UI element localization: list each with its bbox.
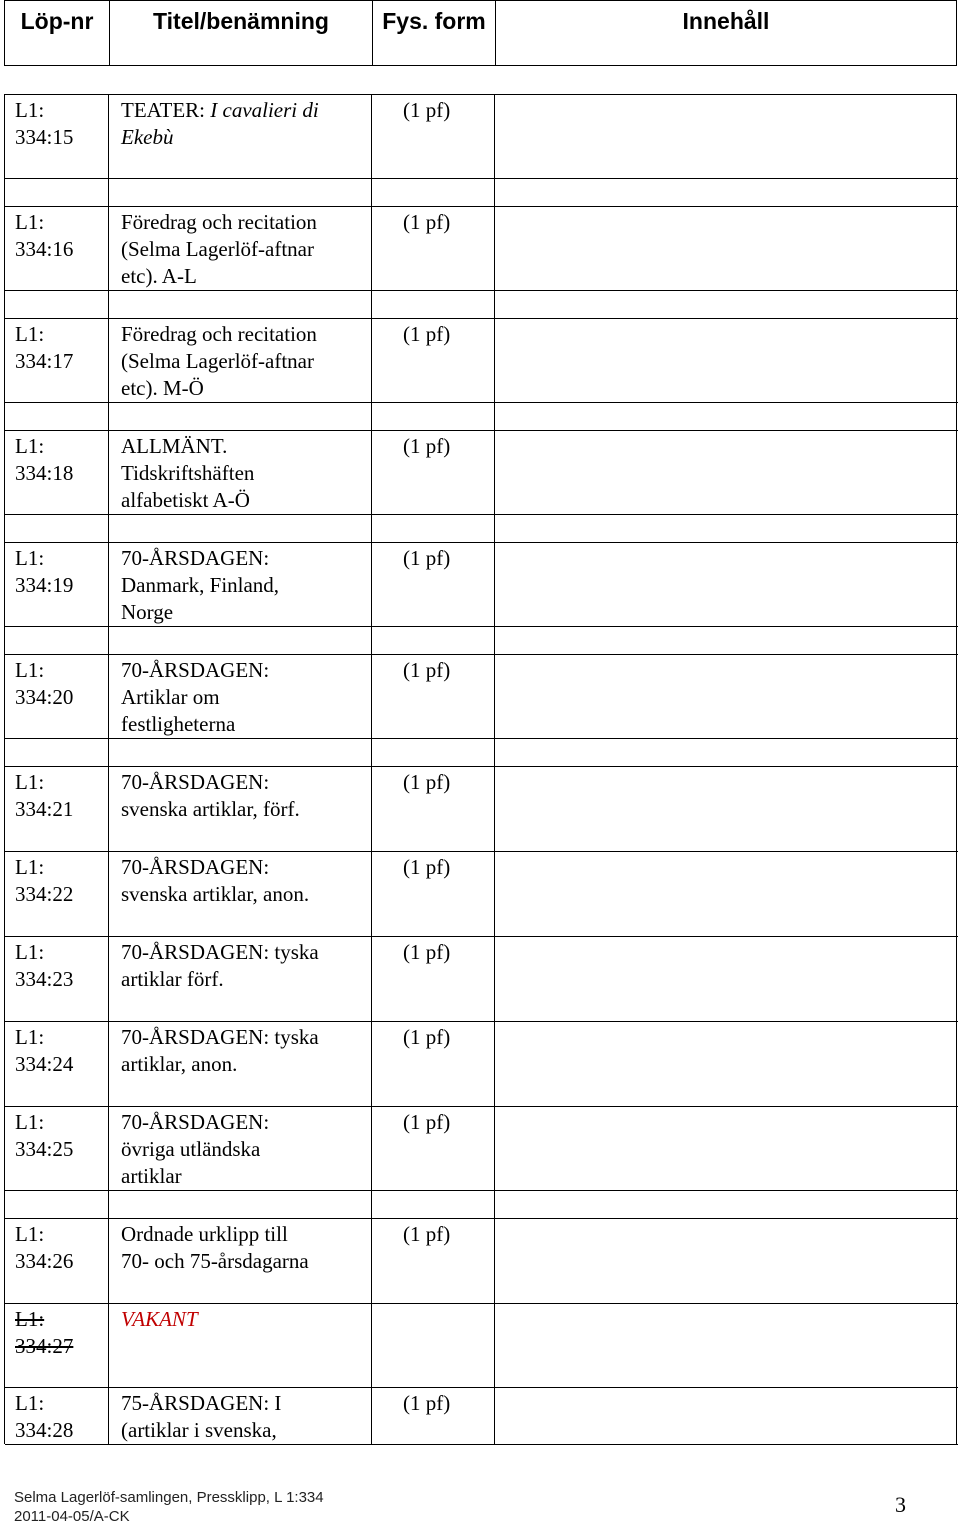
- row-divider: [5, 851, 958, 852]
- column-divider: [371, 95, 372, 1445]
- fys-cell: (1 pf): [403, 855, 451, 879]
- title-line: 70-ÅRSDAGEN:: [121, 658, 270, 682]
- row-divider: [5, 1106, 958, 1107]
- fys-cell: (1 pf): [403, 434, 451, 458]
- lopnr-prefix: L1:: [15, 770, 45, 794]
- title-line: övriga utländska: [121, 1137, 261, 1161]
- lopnr-cell: [15, 321, 101, 375]
- column-header-fys: Fys. form: [382, 8, 486, 34]
- title-line: Ekebù: [121, 125, 174, 149]
- title-line: (Selma Lagerlöf-aftnar: [121, 237, 314, 261]
- lopnr-cell: [15, 433, 101, 487]
- lopnr-number: 334:23: [15, 967, 74, 991]
- fys-cell: (1 pf): [403, 1391, 451, 1415]
- title-line: ALLMÄNT.: [121, 434, 228, 458]
- title-line: [121, 97, 371, 124]
- lopnr-cell: [15, 1109, 101, 1163]
- title-cell: [121, 1306, 371, 1333]
- row-divider: [5, 206, 958, 207]
- fys-cell: (1 pf): [403, 210, 451, 234]
- row-divider: [5, 514, 958, 515]
- title-line: 70- och 75-årsdagarna: [121, 1249, 309, 1273]
- page-footer: [14, 1488, 324, 1526]
- lopnr-cell: [15, 97, 101, 151]
- title-line: 70-ÅRSDAGEN:: [121, 1110, 270, 1134]
- row-divider: [5, 290, 958, 291]
- column-header-titel: Titel/benämning: [153, 8, 329, 34]
- lopnr-cell: [15, 657, 101, 711]
- lopnr-cell: [15, 1221, 101, 1275]
- title-line: festligheterna: [121, 712, 236, 736]
- row-divider: [5, 542, 958, 543]
- title-cell: [121, 769, 371, 823]
- fys-cell: (1 pf): [403, 658, 451, 682]
- footer-collection: Selma Lagerlöf-samlingen, Pressklipp, L 1:334: [14, 1489, 324, 1506]
- row-divider: [5, 1190, 958, 1191]
- title-cell: [121, 1109, 371, 1190]
- lopnr-number: 334:22: [15, 882, 74, 906]
- fys-cell: (1 pf): [403, 98, 451, 122]
- fys-cell: (1 pf): [403, 770, 451, 794]
- fys-cell: (1 pf): [403, 1110, 451, 1134]
- lopnr-number: 334:15: [15, 125, 74, 149]
- lopnr-number: 334:24: [15, 1052, 74, 1076]
- lopnr-prefix: L1:: [15, 855, 45, 879]
- title-prefix: TEATER:: [121, 98, 211, 122]
- lopnr-prefix: L1:: [15, 1222, 45, 1246]
- fys-cell: (1 pf): [403, 940, 451, 964]
- title-cell: [121, 97, 371, 151]
- title-line: Norge: [121, 600, 174, 624]
- lopnr-prefix: L1:: [15, 210, 45, 234]
- table-header: [4, 0, 957, 66]
- lopnr-number: 334:17: [15, 349, 74, 373]
- row-divider: [5, 654, 958, 655]
- title-line: artiklar, anon.: [121, 1052, 238, 1076]
- title-line: Ordnade urklipp till: [121, 1222, 288, 1246]
- title-line: Danmark, Finland,: [121, 573, 280, 597]
- row-divider: [5, 402, 958, 403]
- title-cell: [121, 854, 371, 908]
- title-line: Föredrag och recitation: [121, 322, 317, 346]
- lopnr-cell: [15, 545, 101, 599]
- lopnr-prefix: L1:: [15, 98, 45, 122]
- title-line: svenska artiklar, förf.: [121, 797, 300, 821]
- lopnr-number: 334:20: [15, 685, 74, 709]
- title-line: artiklar: [121, 1164, 182, 1188]
- row-divider: [5, 1303, 958, 1304]
- lopnr-cell: [15, 939, 101, 993]
- title-line: Föredrag och recitation: [121, 210, 317, 234]
- fys-cell: (1 pf): [403, 1025, 451, 1049]
- title-line: 70-ÅRSDAGEN:: [121, 855, 270, 879]
- title-cell: [121, 1221, 371, 1275]
- lopnr-prefix: L1:: [15, 1391, 45, 1415]
- row-divider: [5, 936, 958, 937]
- lopnr-number: 334:18: [15, 461, 74, 485]
- title-italic: I cavalieri di: [210, 98, 319, 122]
- title-line: 70-ÅRSDAGEN: tyska: [121, 1025, 319, 1049]
- title-line: Tidskriftshäften: [121, 461, 255, 485]
- row-divider: [5, 738, 958, 739]
- row-divider: [5, 766, 958, 767]
- title-line: alfabetiskt A-Ö: [121, 488, 250, 512]
- column-divider: [956, 95, 957, 1445]
- lopnr-prefix: L1:: [15, 1307, 45, 1331]
- title-line: svenska artiklar, anon.: [121, 882, 310, 906]
- row-divider: [5, 178, 958, 179]
- title-line: 75-ÅRSDAGEN: I: [121, 1391, 282, 1415]
- lopnr-number: 334:21: [15, 797, 74, 821]
- lopnr-number: 334:28: [15, 1418, 74, 1442]
- fys-cell: (1 pf): [403, 322, 451, 346]
- lopnr-number: 334:25: [15, 1137, 74, 1161]
- lopnr-cell: [15, 1390, 101, 1444]
- title-line: 70-ÅRSDAGEN: tyska: [121, 940, 319, 964]
- lopnr-number: 334:16: [15, 237, 74, 261]
- title-line: Artiklar om: [121, 685, 220, 709]
- title-cell: [121, 1390, 371, 1444]
- title-line: etc). A-L: [121, 264, 197, 288]
- lopnr-cell: [15, 1024, 101, 1078]
- row-divider: [5, 1218, 958, 1219]
- column-header-innehall: Innehåll: [682, 8, 770, 34]
- title-cell: [121, 939, 371, 993]
- catalog-table: [4, 94, 957, 1444]
- page-number: 3: [895, 1492, 906, 1517]
- lopnr-number: 334:19: [15, 573, 74, 597]
- column-divider: [108, 95, 109, 1445]
- title-cell: [121, 545, 371, 626]
- footer-date: 2011-04-05/A-CK: [14, 1508, 130, 1525]
- lopnr-prefix: L1:: [15, 940, 45, 964]
- lopnr-cell: [15, 209, 101, 263]
- row-divider: [5, 1444, 958, 1445]
- row-divider: [5, 1387, 958, 1388]
- lopnr-prefix: L1:: [15, 322, 45, 346]
- lopnr-prefix: L1:: [15, 1110, 45, 1134]
- title-line: 70-ÅRSDAGEN:: [121, 770, 270, 794]
- title-line: VAKANT: [121, 1307, 198, 1331]
- title-cell: [121, 209, 371, 290]
- title-line: etc). M-Ö: [121, 376, 204, 400]
- fys-cell: (1 pf): [403, 546, 451, 570]
- lopnr-prefix: L1:: [15, 1025, 45, 1049]
- row-divider: [5, 430, 958, 431]
- row-divider: [5, 626, 958, 627]
- title-cell: [121, 657, 371, 738]
- title-line: 70-ÅRSDAGEN:: [121, 546, 270, 570]
- lopnr-number: 334:26: [15, 1249, 74, 1273]
- title-line: (Selma Lagerlöf-aftnar: [121, 349, 314, 373]
- row-divider: [5, 318, 958, 319]
- column-header-lopnr: Löp-nr: [20, 8, 94, 34]
- fys-cell: (1 pf): [403, 1222, 451, 1246]
- title-line: artiklar förf.: [121, 967, 224, 991]
- lopnr-prefix: L1:: [15, 546, 45, 570]
- title-cell: [121, 433, 371, 514]
- lopnr-cell: [15, 1306, 101, 1360]
- lopnr-cell: [15, 854, 101, 908]
- title-cell: [121, 321, 371, 402]
- title-line: (artiklar i svenska,: [121, 1418, 277, 1442]
- lopnr-prefix: L1:: [15, 658, 45, 682]
- row-divider: [5, 1021, 958, 1022]
- lopnr-cell: [15, 769, 101, 823]
- lopnr-number: 334:27: [15, 1334, 74, 1358]
- lopnr-prefix: L1:: [15, 434, 45, 458]
- title-cell: [121, 1024, 371, 1078]
